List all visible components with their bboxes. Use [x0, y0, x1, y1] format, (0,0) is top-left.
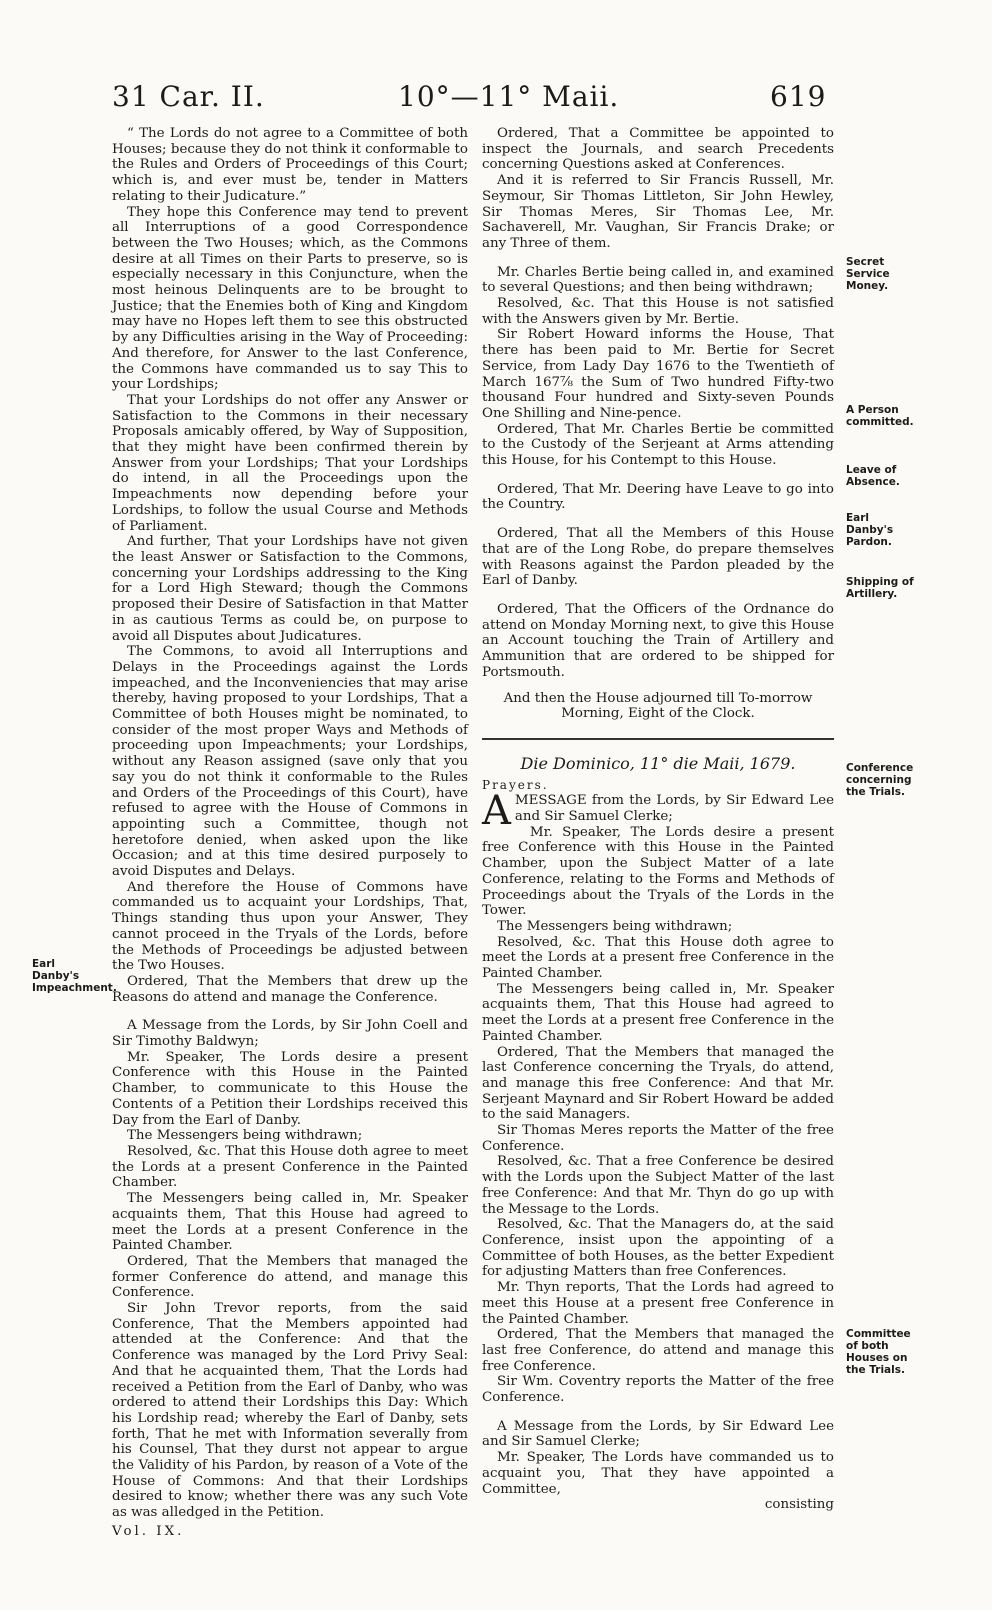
margin-note-secret-service-money: Secret Service Money. [846, 256, 890, 292]
paragraph: That your Lordships do not offer any Answer or Satisfaction to the Commons in their necessary Proposals amicably offered, by Way of Supposition, that they might have been confirmed therein by Answer from your Lordships; That your Lordships do intend, in all the Proceedings upon the Impeachments now depending before your Lordships, to follow the usual Course and Methods of Parliament. [112, 392, 468, 534]
paragraph: The Messengers being called in, Mr. Speaker acquaints them, That this House had agreed to meet the Lords at a present Conference in the Painted Chamber. [112, 1191, 468, 1254]
paragraph: Sir John Trevor reports, from the said Conference, That the Members appointed had attended at the Conference: And that the Conference was managed by the Lord Privy Seal: And that he acquainted them, That the Lords had received a Petition from the Earl of Danby, who was ordered to attend their Lordships this Day: Which his Lordship read; whereby the Earl of Danby, sets forth, That he met with Information severally from his Counsel, That they durst not appear to argue the Validity of his Pardon, by reason of a Vote of the House of Commons: And that their Lordships desired to know; whether there was any such Vote as was alledged in the Petition. [112, 1301, 468, 1521]
paragraph-text: MESSAGE from the Lords, by Sir Edward Lee and Sir Samuel Clerke; [514, 793, 834, 825]
section-divider [482, 738, 834, 740]
paragraph: Sir Wm. Coventry reports the Matter of the free Conference. [482, 1374, 834, 1406]
paragraph: They hope this Conference may tend to prevent all Interruptions of a good Correspondence between the Two Houses; which, as the Commons desire at all Times on their Parts to preserve, so is especially necessary in this Conjuncture, when the most heinous Delinquents are to be brought to Justice; that the Enemies both of King and Kingdom may have no Hopes left them to see this obstructed by any Difficulties arising in the Way of Proceeding: And therefore, for Answer to the last Conference, the Commons have commanded us to say This to your Lordships; [112, 204, 468, 393]
paragraph: Mr. Speaker, The Lords have commanded us to acquaint you, That they have appointed a Committee, [482, 1450, 834, 1497]
paragraph: The Messengers being withdrawn; [497, 918, 733, 934]
paragraph: The Messengers being withdrawn; [127, 1128, 363, 1144]
paragraph: Ordered, That the Officers of the Ordnance do attend on Monday Morning next, to give this House an Account touching the Train of Artillery and Ammunition that are ordered to be shipped for Portsmouth. [482, 601, 834, 680]
left-column [112, 126, 468, 1540]
paragraph: Resolved, &c. That this House is not satisfied with the Answers given by Mr. Bertie. [482, 296, 834, 327]
volume-signature: Vol. IX. [112, 1523, 185, 1539]
paragraph: A Message from the Lords, by Sir Edward Lee and Sir Samuel Clerke; [482, 1418, 834, 1450]
paragraph [482, 788, 834, 835]
paragraph: And it is referred to Sir Francis Russell, Mr. Seymour, Sir Thomas Littleton, Sir John Hewley, Sir Thomas Meres, Sir Thomas Lee, Mr. Sachaverell, Mr. Vaughan, Sir Francis Drake; or any Three of them. [482, 173, 834, 251]
margin-note-committee-both-houses: Committee of both Houses on the Trials. [846, 1328, 911, 1376]
paragraph: Resolved, &c. That a free Conference be desired with the Lords upon the Subject Matter of the last free Conference: And that Mr. Thyn do go up with the Message to the Lords. [482, 1154, 834, 1217]
page-number: 619 [770, 80, 827, 113]
adjournment-note: And then the House adjourned till To-morrow Morning, Eight of the Clock. [503, 690, 813, 722]
paragraph: The Messengers being called in, Mr. Speaker acquaints them, That this House had agreed to meet the Lords at a present free Conference in the Painted Chamber. [482, 981, 834, 1044]
catchword: consisting [764, 1497, 834, 1513]
paragraph: Mr. Charles Bertie being called in, and examined to several Questions; and then being withdrawn; [482, 264, 834, 296]
paragraph: “ The Lords do not agree to a Committee of both Houses; because they do not think it conformable to the Rules and Orders of Proceedings of this Court; which is, and ever must be, tender in Matters relating to their Judicature.” [112, 126, 468, 204]
paragraph: And further, That your Lordships have not given the least Answer or Satisfaction to the Commons, concerning your Lordships addressing to the King for a Lord High Steward; though the Commons proposed their Desire of Satisfaction in that Matter in as cautious Terms as could be, on purpose to avoid all Disputes about Judicatures. [112, 534, 468, 644]
margin-note-conference-trials: Conference concerning the Trials. [846, 762, 914, 798]
paragraph: Ordered, That Mr. Deering have Leave to go into the Country. [482, 481, 834, 513]
paragraph: Mr. Speaker, The Lords desire a present Conference with this House in the Painted Chamber, to communicate to this House the Contents of a Petition their Lordships received this Day from the Earl of Danby. [112, 1049, 468, 1128]
margin-note-leave-of-absence: Leave of Absence. [846, 464, 900, 488]
paragraph: The Commons, to avoid all Interruptions and Delays in the Proceedings against the Lords impeached, and the Inconveniencies that may arise thereby, having proposed to your Lordships, That a Committee of both Houses might be nominated, to consider of the most proper Ways and Methods of proceeding upon Impeachments; your Lordships, without any Reason assigned (save only that you say you do not think it conformable to the Rules and Orders of the Proceedings of this Court), have refused to agree with the House of Commons in appointing such a Committee, though not heretofore denied, when asked upon the like Occasion; and at this time desired purposely to avoid Disputes and Delays. [112, 644, 468, 880]
paragraph: Mr. Thyn reports, That the Lords had agreed to meet this House at a present free Conference in the Painted Chamber. [482, 1280, 834, 1327]
margin-note-person-committed: A Person committed. [846, 404, 914, 428]
paragraph: Ordered, That the Members that drew up the Reasons do attend and manage the Conference. [112, 973, 468, 1005]
paragraph: Sir Thomas Meres reports the Matter of the free Conference. [482, 1123, 834, 1154]
paragraph: Resolved, &c. That this House doth agree to meet the Lords at a present Conference in the Painted Chamber. [112, 1144, 468, 1191]
paragraph: Resolved, &c. That the Managers do, at the said Conference, insist upon the appointing of a Committee of both Houses, as the better Expedient for adjusting Matters than free Conferences. [482, 1217, 834, 1280]
paragraph: And therefore the House of Commons have commanded us to acquaint your Lordships, That, Things standing thus upon your Answer, They cannot proceed in the Tryals of the Lords, before the Methods of Proceedings be adjusted between the Two Houses. [112, 879, 468, 974]
paragraph: Sir Robert Howard informs the House, That there has been paid to Mr. Bertie for Secret Service, from Lady Day 1676 to the Twentieth of March 167⅞ the Sum of Two hundred Fifty-two thousand Four hundred and Sixty-seven Pounds One Shilling and Nine-pence. [482, 327, 834, 421]
running-header-date: 10°—11° Maii. [398, 80, 620, 113]
margin-note-earl-danby-pardon: Earl Danby's Pardon. [846, 512, 894, 548]
paragraph: Ordered, That Mr. Charles Bertie be committed to the Custody of the Serjeant at Arms attending this House, for his Contempt to this House. [482, 421, 834, 469]
paragraph: Ordered, That all the Members of this House that are of the Long Robe, do prepare themselves with Reasons against the Pardon pleaded by the Earl of Danby. [482, 526, 834, 589]
prayers-heading: Prayers. [482, 777, 549, 792]
paragraph: Resolved, &c. That this House doth agree to meet the Lords at a present free Conference in the Painted Chamber. [482, 934, 834, 982]
paragraph: Ordered, That the Members that managed the last Conference concerning the Tryals, do attend, and manage this free Conference: And that Mr. Serjeant Maynard and Sir Robert Howard be added to the said Managers. [482, 1044, 834, 1123]
paragraph: Ordered, That the Members that managed the last free Conference, do attend and manage this free Conference. [482, 1327, 834, 1374]
day-heading: Die Dominico, 11° die Maii, 1679. [520, 753, 796, 773]
margin-note-shipping-artillery: Shipping of Artillery. [846, 576, 914, 600]
paragraph: Ordered, That a Committee be appointed to inspect the Journals, and search Precedents concerning Questions asked at Conferences. [482, 126, 834, 173]
margin-note-earl-danby-impeachment: Earl Danby's Impeachment. [32, 958, 117, 994]
running-header-left: 31 Car. II. [112, 80, 265, 113]
drop-cap: A [482, 788, 511, 835]
paragraph: A Message from the Lords, by Sir John Coell and Sir Timothy Baldwyn; [112, 1018, 468, 1050]
paragraph: Mr. Speaker, The Lords desire a present free Conference with this House in the Painted Chamber, upon the Subject Matter of a late Conference, relating to the Forms and Methods of Proceedings about the Tryals of the Lords in the Tower. [482, 824, 834, 919]
right-column [482, 126, 834, 1513]
paragraph: Ordered, That the Members that managed the former Conference do attend, and manage this Conference. [112, 1253, 468, 1301]
